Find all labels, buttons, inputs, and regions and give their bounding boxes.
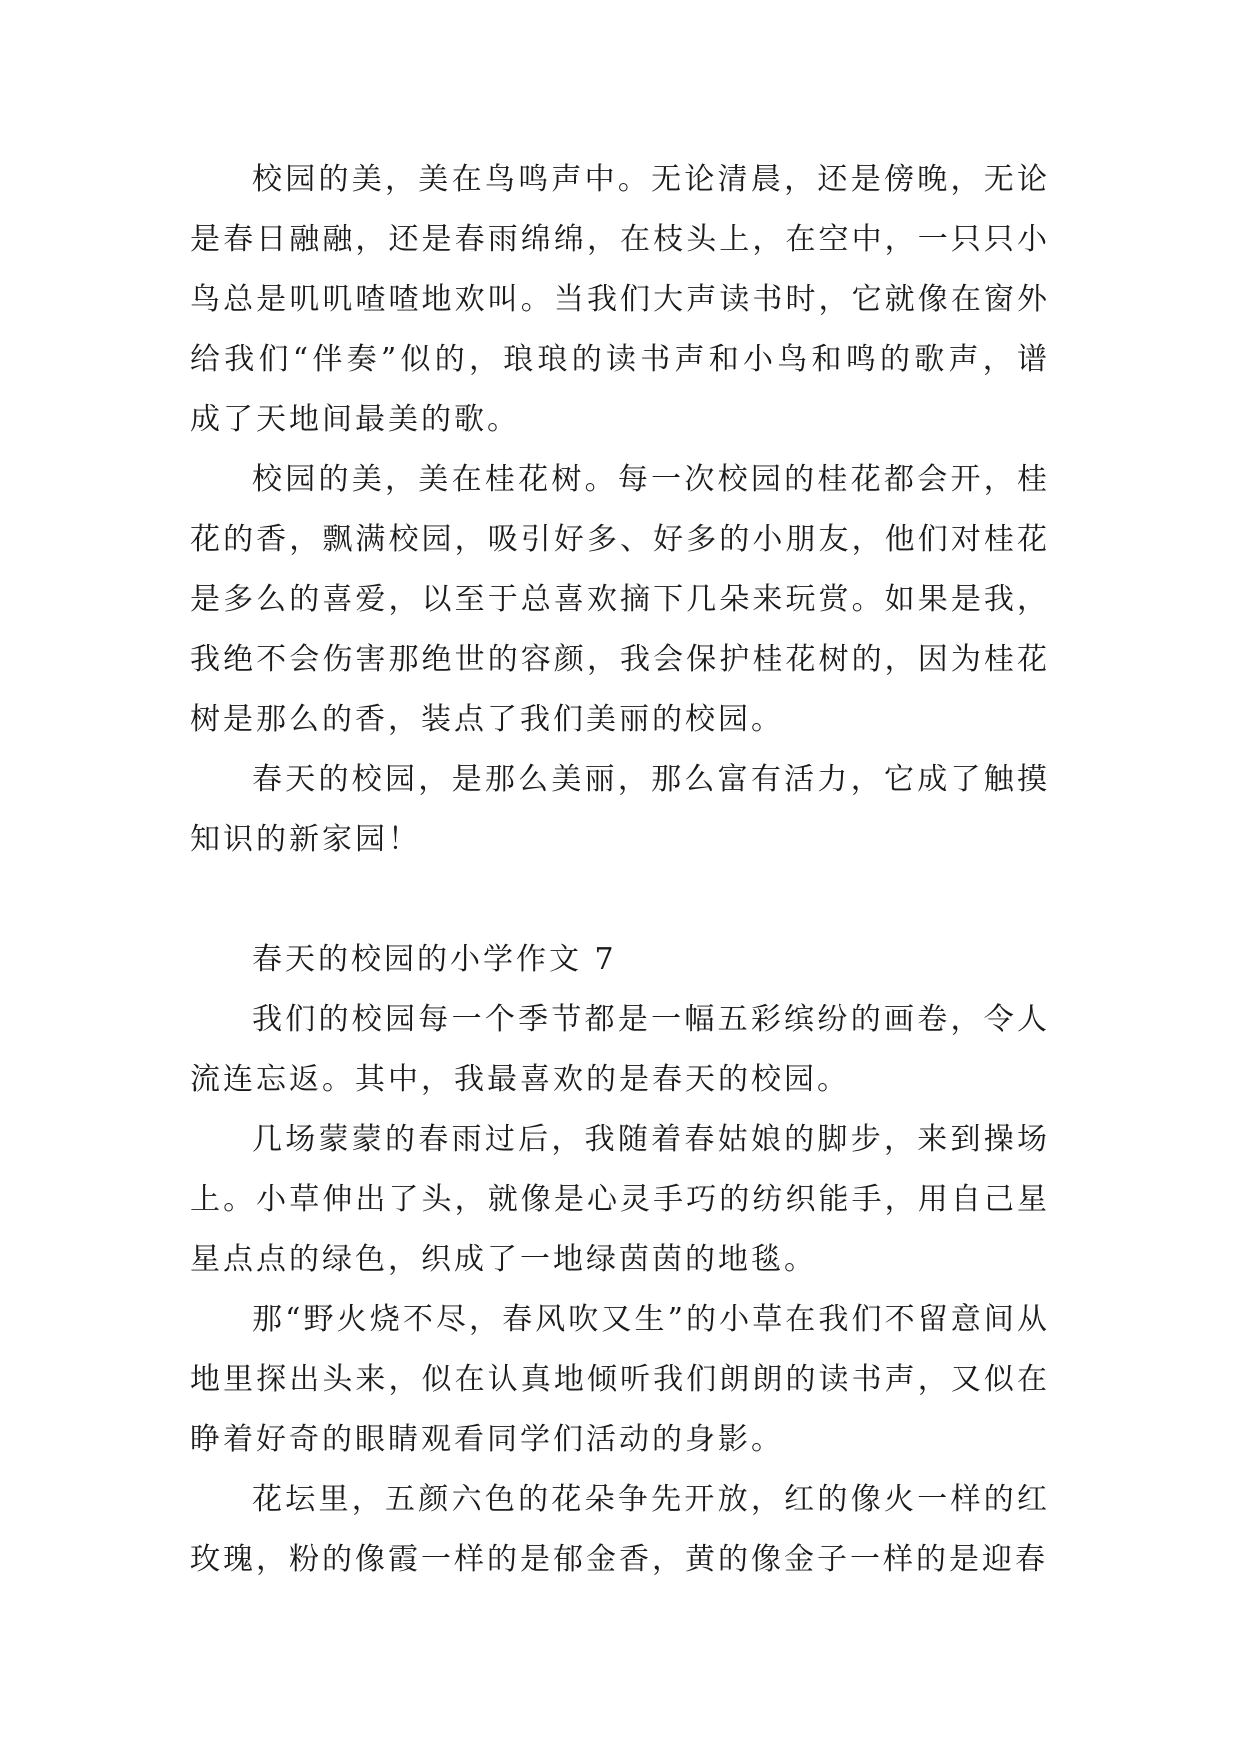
document-body — [190, 150, 1050, 1590]
section-gap — [190, 870, 1050, 930]
paragraph-conclusion: 春天的校园，是那么美丽，那么富有活力，它成了触摸知识的新家园！ — [190, 762, 1050, 857]
paragraph-grass: 那“野火烧不尽，春风吹又生”的小草在我们不留意间从地里探出头来，似在认真地倾听我们朗朗的读书声，又似在睁着好奇的眼睛观看同学们活动的身影。 — [190, 1302, 1050, 1457]
paragraph-flowerbed: 花坛里，五颜六色的花朵争先开放，红的像火一样的红玫瑰，粉的像霞一样的是郁金香，黄的像金子一样的是迎春 — [190, 1482, 1050, 1577]
section-title: 春天的校园的小学作文 7 — [252, 942, 617, 977]
paragraph-spring-rain: 几场蒙蒙的春雨过后，我随着春姑娘的脚步，来到操场上。小草伸出了头，就像是心灵手巧的纺织能手，用自己星星点点的绿色，织成了一地绿茵茵的地毯。 — [190, 1122, 1050, 1277]
paragraph-osmanthus: 校园的美，美在桂花树。每一次校园的桂花都会开，桂花的香，飘满校园，吸引好多、好多的小朋友，他们对桂花是多么的喜爱，以至于总喜欢摘下几朵来玩赏。如果是我，我绝不会伤害那绝世的容颜，我会保护桂花树的，因为桂花树是那么的香，装点了我们美丽的校园。 — [190, 462, 1050, 737]
paragraph-intro: 我们的校园每一个季节都是一幅五彩缤纷的画卷，令人流连忘返。其中，我最喜欢的是春天的校园。 — [190, 1002, 1050, 1097]
paragraph-birdsong: 校园的美，美在鸟鸣声中。无论清晨，还是傍晚，无论是春日融融，还是春雨绵绵，在枝头上，在空中，一只只小鸟总是叽叽喳喳地欢叫。当我们大声读书时，它就像在窗外给我们“伴奏”似的，琅琅的读书声和小鸟和鸣的歌声，谱成了天地间最美的歌。 — [190, 162, 1050, 437]
